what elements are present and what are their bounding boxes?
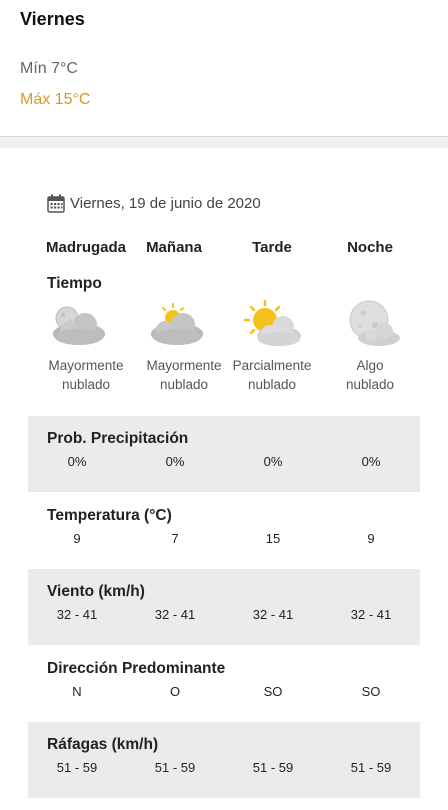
row-value: SO: [263, 684, 283, 699]
row-value: 9: [73, 531, 81, 546]
cloud-sun-icon: [143, 300, 207, 348]
max-temperature: Máx 15°C: [20, 91, 91, 108]
cloud-moon-icon: [45, 300, 109, 348]
row-value: 0%: [67, 454, 87, 469]
row-value: 32 - 41: [56, 607, 98, 622]
min-temperature: Mín 7°C: [20, 60, 78, 77]
row-value: 51 - 59: [56, 760, 98, 775]
row-title: Viento (km/h): [47, 583, 145, 600]
wind-direction-row: [28, 646, 420, 722]
row-value: 0%: [263, 454, 283, 469]
sun-cloud-icon: [241, 300, 305, 348]
date-row: [47, 192, 261, 214]
row-value: 51 - 59: [350, 760, 392, 775]
day-summary-card: [0, 0, 448, 137]
row-value: 15: [265, 531, 281, 546]
row-value: 0%: [165, 454, 185, 469]
wind-row: [28, 569, 420, 645]
tiempo-desc: Parcialmente nublado: [232, 358, 312, 392]
row-value: 51 - 59: [252, 760, 294, 775]
forecast-date: Viernes, 19 de junio de 2020: [70, 194, 261, 212]
period-madrugada: Madrugada: [45, 239, 126, 256]
row-title: Dirección Predominante: [47, 660, 226, 677]
row-value: 32 - 41: [252, 607, 294, 622]
row-value: O: [169, 684, 181, 699]
tiempo-desc: Mayormente nublado: [146, 358, 222, 392]
temperature-row: [28, 493, 420, 569]
tiempo-desc: Algo nublado: [345, 358, 395, 392]
row-value: 9: [367, 531, 375, 546]
row-title: Temperatura (°C): [47, 507, 172, 524]
gusts-row: [28, 722, 420, 798]
row-value: N: [72, 684, 82, 699]
row-title: Ráfagas (km/h): [47, 736, 159, 753]
forecast-detail-card: [0, 148, 448, 810]
row-value: 51 - 59: [154, 760, 196, 775]
moon-cloud-icon: [339, 300, 403, 348]
row-value: SO: [361, 684, 381, 699]
period-noche: Noche: [347, 239, 393, 256]
calendar-icon: [47, 194, 65, 213]
period-tarde: Tarde: [252, 239, 292, 256]
tiempo-title: Tiempo: [47, 275, 102, 292]
tiempo-desc: Mayormente nublado: [48, 358, 124, 392]
row-title: Prob. Precipitación: [47, 430, 189, 447]
row-value: 0%: [361, 454, 381, 469]
period-manana: Mañana: [146, 239, 202, 256]
row-value: 7: [171, 531, 179, 546]
day-title: Viernes: [20, 9, 85, 29]
row-value: 32 - 41: [350, 607, 392, 622]
row-value: 32 - 41: [154, 607, 196, 622]
precipitation-row: [28, 416, 420, 492]
